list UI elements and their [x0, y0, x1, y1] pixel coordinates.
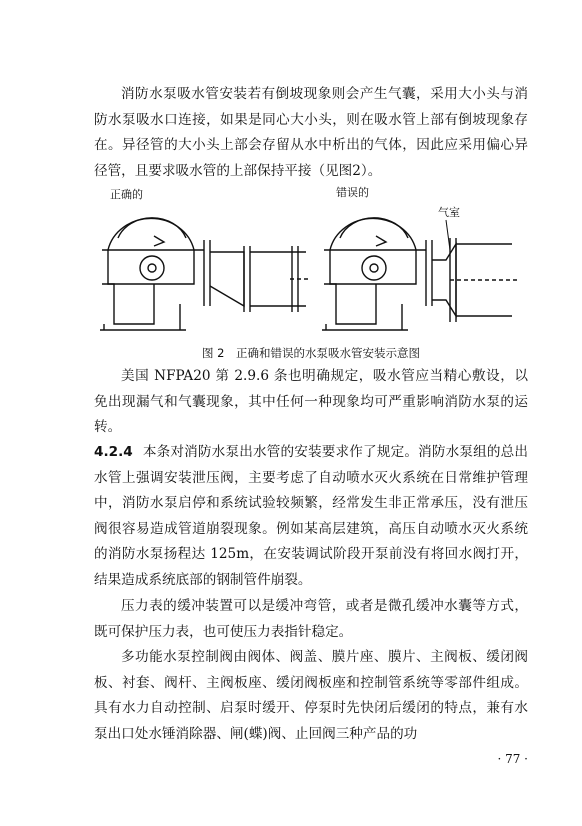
section-number: 4.2.4 [94, 444, 133, 460]
paragraph-section-4-2-4 [94, 440, 528, 594]
eccentric-reducer-left [210, 246, 308, 312]
pump-diagram [94, 184, 528, 344]
figure-caption: 图 2 正确和错误的水泵吸水管安装示意图 [202, 346, 420, 360]
figure-pump-suction [94, 184, 528, 344]
paragraph-nfpa: 美国 NFPA20 第 2.9.6 条也明确规定，吸水管应当精心敷设，以免出现漏气和气囊现象，其中任何一种现象均可严重影响消防水泵的运转。 [94, 368, 528, 436]
paragraph-suction-pipe: 消防水泵吸水管安装若有倒坡现象则会产生气囊，采用大小头与消防水泵吸水口连接，如果是同心大小头，则在吸水管上部有倒坡现象存在。异径管的大小头上部会存留从水中析出的气体，因此应采用偏心异径管，且要求吸水管的上部保持平接（见图2）。 [94, 86, 528, 179]
paragraph-control-valve: 多功能水泵控制阀由阀体、阀盖、膜片座、膜片、主阀板、缓闭阀板、衬套、阀杆、主阀板座、缓闭阀板座和控制管系统等零部件组成。具有水力自动控制、启泵时缓开、停泵时先快闭后缓闭的特点，兼有水泵出口处水锤消除器、闸(蝶)阀、止回阀三种产品的功 [94, 649, 528, 742]
section-body: 本条对消防水泵出水管的安装要求作了规定。消防水泵组的总出水管上强调安装泄压阀，主要考虑了自动喷水灭火系统在日常维护管理中，消防水泵启停和系统试验较频繁，经常发生非正常承压，没有泄压阀很容易造成管道崩裂现象。例如某高层建筑，高压自动喷水灭火系统的消防水泵扬程达 125m，在安装调试阶段开泵前没有将回水阀打开，结果造成系统底部的钢制管件崩裂。 [94, 444, 528, 588]
pump-left [100, 218, 210, 330]
label-wrong: 错误的 [336, 186, 369, 199]
label-air-chamber: 气室 [438, 206, 460, 219]
label-correct: 正确的 [110, 188, 143, 201]
pump-right [322, 218, 432, 330]
paragraph-pressure-gauge: 压力表的缓冲装置可以是缓冲弯管，或者是微孔缓冲水囊等方式，既可保护压力表，也可使压力表指针稳定。 [94, 598, 528, 640]
page-number: · 77 · [497, 752, 528, 766]
concentric-reducer-right [432, 220, 520, 322]
